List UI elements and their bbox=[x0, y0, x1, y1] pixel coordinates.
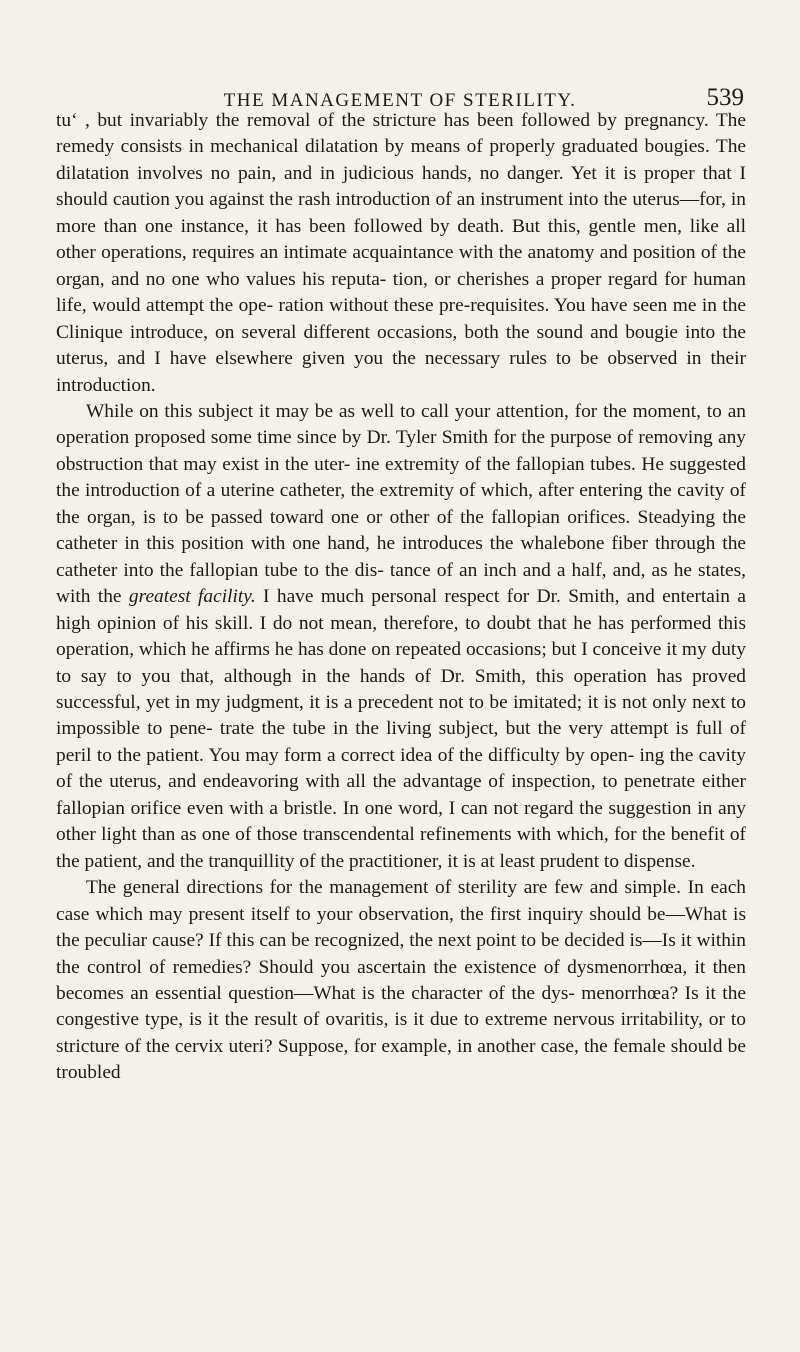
running-title: THE MANAGEMENT OF STERILITY. bbox=[223, 90, 577, 111]
paragraph-stricture: tu‘ , but invariably the removal of the stricture has been followed by pregnancy. The remedy consists in mechanical dilatation by means of properly graduated bougies. The dilatation involves no pain, and in judicious hands, no danger. Yet it is proper that I should caution you against the rash introduction of an instrument into the uterus—for, in more than one instance, it has been followed by death. But this, gentle men, like all other operations, requires an intimate acquaintance with the anatomy and position of the organ, and no one who values his reputa- tion, or cherishes a proper regard for human life, would attempt the ope- ration without these pre-requisites. You have seen me in the Clinique introduce, on several different occasions, both the sound and bougie into the uterus, and I have elsewhere given you the necessary rules to be observed in their introduction. bbox=[56, 110, 746, 396]
emphasis-text: greatest facility. bbox=[128, 586, 256, 608]
paragraph-text: I have much personal respect for Dr. Smith, and entertain a high opinion of his skill. I do not mean, therefore, to doubt that he has performed this operation, which he affirms he has done on repeated occasions; but I conceive it my duty to say to you that, although in the hands of Dr. Smith, this operation has proved successful, yet in my judgment, it is a precedent not to be imitated; it is not only next to impossible to pene- trate the tube in the living subject, but the very attempt is full of peril to the patient. You may form a correct idea of the difficulty by open- ing the cavity of the uterus, and endeavoring with all the advantage of inspection, to penetrate either fallopian orifice even with a bristle. In one word, I can not regard the suggestion in any other light than as one of those transcendental refinements with which, for the benefit of the patient, and the tranquillity of the practitioner, it is at least prudent to dispense. bbox=[56, 586, 746, 872]
page-number: 539 bbox=[706, 84, 744, 111]
paragraph-text: While on this subject it may be as well to call your attention, for the moment, to an operation proposed some time since by Dr. Tyler Smith for the purpose of removing any obstruction that may exist in the uter- ine extremity of the fallopian tubes. He suggested the introduction of a uterine catheter, the extremity of which, after entering the cavity of the organ, is to be passed toward one or other of the fallopian orifices. Steadying the catheter in this position with one hand, he introduces the whalebone fiber through the catheter into the fallopian tube to the dis- tance of an inch and a half, and, as he states, with the bbox=[56, 400, 746, 608]
paragraph-tyler-smith-operation bbox=[56, 399, 746, 875]
paragraph-general-directions: The general directions for the management of sterility are few and simple. In each case which may present itself to your observation, the first inquiry should be—What is the peculiar cause? If this can be recognized, the next point to be decided is—Is it within the control of remedies? Should you ascertain the existence of dysmenorrhœa, it then becomes an essential question—What is the character of the dys- menorrhœa? Is it the congestive type, is it the result of ovaritis, is it due to extreme nervous irritability, or to stricture of the cervix uteri? Suppose, for example, in another case, the female should be troubled bbox=[56, 877, 746, 1084]
body-text bbox=[56, 108, 746, 1087]
